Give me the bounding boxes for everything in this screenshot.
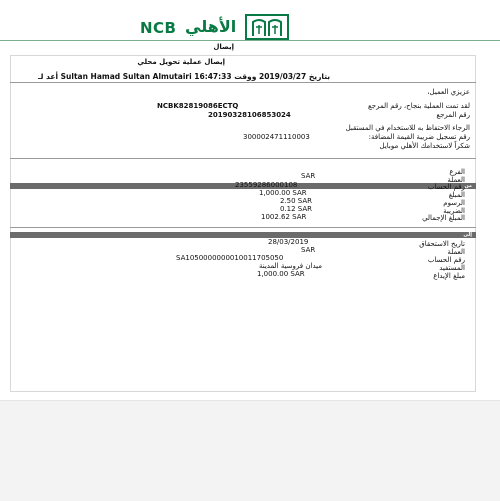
vat-label: رقم تسجيل ضريبة القيمة المضافة:: [368, 133, 470, 141]
from-section-rule: [10, 158, 476, 159]
from-value-tax: 0.12 SAR: [280, 205, 313, 213]
to-section-bar: [10, 232, 476, 238]
palm-emblem-icon: [245, 14, 289, 40]
from-label-fees: الرسوم: [443, 199, 465, 207]
to-label-due-date: تاريخ الاستحقاق: [419, 240, 465, 248]
from-value-total: 1002.62 SAR: [261, 213, 307, 221]
from-value-amount: 1,000.00 SAR: [259, 189, 307, 197]
from-label-total: المبلغ الإجمالي: [422, 214, 465, 222]
to-value-beneficiary: ميدان فروسية المدينة: [258, 262, 322, 270]
second-reference-number: 20190328106853024: [208, 111, 291, 119]
to-label-account: رقم الحساب: [427, 256, 465, 264]
from-label-account: رقم الحساب: [427, 183, 465, 191]
from-label-amount: المبلغ: [448, 191, 465, 199]
greeting: عزيزي العميل،: [427, 88, 470, 96]
thanks-message: شكراً لاستخدامك الأهلي موبايل: [379, 142, 470, 150]
bottom-gray-area: [0, 400, 500, 501]
to-label-currency: العملة: [447, 248, 465, 256]
to-section-rule: [10, 227, 476, 228]
keep-note: الرجاء الاحتفاظ به للاستخدام في المستقبل: [345, 124, 470, 132]
receipt-title: إيصال عملية تحويل محلي: [137, 58, 225, 66]
from-value-account: 23559286000108: [235, 181, 298, 189]
reference-number: NCBK82819086ECTQ: [157, 102, 239, 110]
from-label-branch: الفرع: [449, 168, 465, 176]
from-value-currency: SAR: [301, 172, 316, 180]
from-section-label: من: [464, 183, 472, 189]
to-section-label: إلى: [463, 232, 472, 238]
to-value-account: SA1050000000010011705050: [176, 254, 284, 262]
from-label-currency: العملة: [447, 176, 465, 184]
logo-arabic-text: الأهلي: [185, 17, 237, 36]
title-divider: [10, 82, 476, 83]
reference-label: رقم المرجع: [436, 111, 470, 119]
from-value-fees: 2.50 SAR: [280, 197, 313, 205]
from-label-tax: الضريبة: [443, 207, 465, 215]
header-divider: [0, 40, 500, 41]
ncb-logo: [140, 14, 290, 40]
to-label-beneficiary: المستفيد: [439, 264, 465, 272]
prepared-for-line: أعد لـ Sultan Hamad Sultan Almutairi بتاريخ 2019/03/27 ووقت 16:47:33: [38, 72, 331, 81]
to-value-currency: SAR: [301, 246, 316, 254]
receipt-tab-label: إيصال: [213, 43, 234, 51]
to-label-deposit: مبلغ الإيداع: [433, 272, 465, 280]
success-message: لقد تمت العملية بنجاح، رقم المرجع: [368, 102, 470, 110]
logo-ncb-text: NCB: [140, 19, 177, 37]
vat-number: 300002471110003: [243, 133, 310, 141]
to-value-deposit: 1,000.00 SAR: [257, 270, 305, 278]
to-value-due-date: 28/03/2019: [268, 238, 309, 246]
